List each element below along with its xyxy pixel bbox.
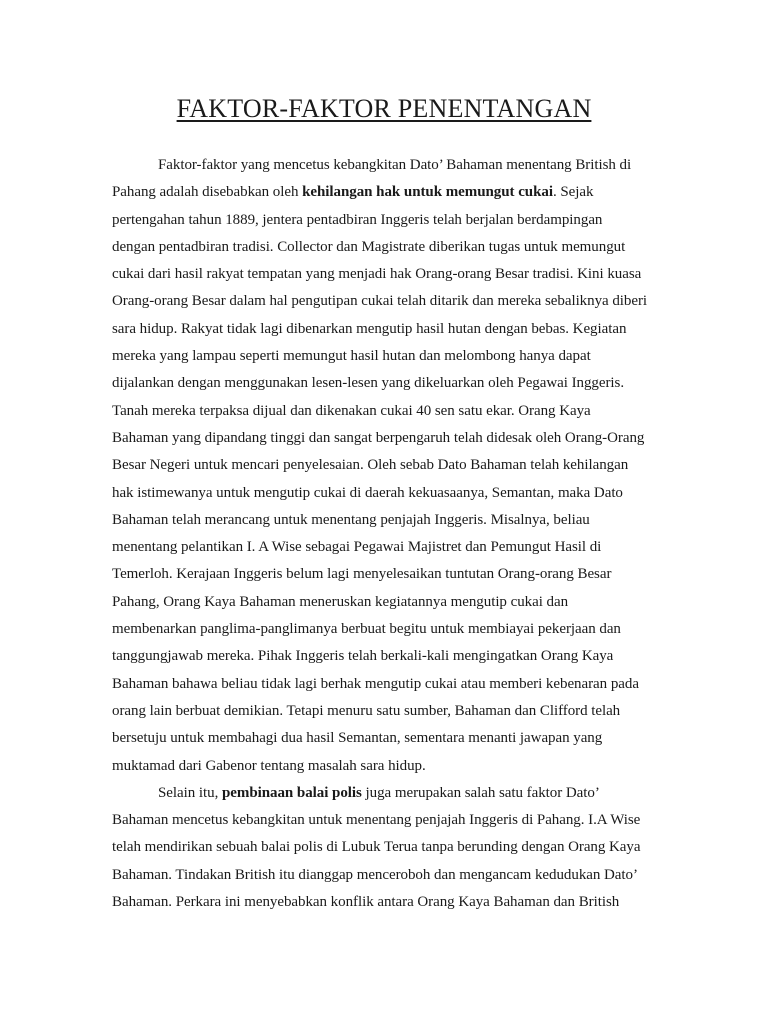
text-line: menentang pelantikan I. A Wise sebagai Pegawai Majistret dan Pemungut Hasil di [112, 539, 602, 556]
text-run: Selain itu, [158, 784, 222, 801]
text-line: bersetuju untuk membahagi dua hasil Semantan, sementara menanti jawapan yang [112, 730, 603, 747]
text-line: Besar Negeri untuk mencari penyelesaian. Oleh sebab Dato Bahaman telah kehilangan [112, 457, 629, 474]
text-line: Bahaman bahawa beliau tidak lagi berhak mengutip cukai atau memberi kebenaran pada [112, 675, 639, 692]
text-line: Pahang, Orang Kaya Bahaman meneruskan kegiatannya mengutip cukai dan [112, 593, 569, 610]
text-line: tanggungjawab mereka. Pihak Inggeris telah berkali-kali mengingatkan Orang Kaya [112, 648, 614, 665]
text-line: dengan pentadbiran tradisi. Collector dan Magistrate diberikan tugas untuk memungut [112, 238, 626, 255]
bold-phrase-kehilangan-hak: kehilangan hak untuk memungut cukai [302, 184, 553, 201]
text-line: Bahaman yang dipandang tinggi dan sangat berpengaruh telah didesak oleh Orang-Orang [112, 429, 645, 446]
text-line: Bahaman telah merancang untuk menentang penjajah Inggeris. Misalnya, beliau [112, 511, 590, 528]
text-line: cukai dari hasil rakyat tempatan yang menjadi hak Orang-orang Besar tradisi. Kini kuasa [112, 266, 642, 283]
text-line: Faktor-faktor yang mencetus kebangkitan Dato’ Bahaman menentang British di [158, 157, 632, 173]
text-line: membenarkan panglima-panglimanya berbuat begitu untuk membiayai pekerjaan dan [112, 621, 621, 638]
text-line: muktamad dari Gabenor tentang masalah sara hidup. [112, 757, 426, 774]
text-line: orang lain berbuat demikian. Tetapi menuru satu sumber, Bahaman dan Clifford telah [112, 702, 621, 719]
text-run: juga merupakan salah satu faktor Dato’ [361, 784, 600, 801]
text-line [112, 780, 672, 807]
bold-phrase-pembinaan-balai-polis: pembinaan balai polis [221, 784, 362, 801]
text-line: pertengahan tahun 1889, jentera pentadbiran Inggeris telah berjalan berdampingan [112, 211, 603, 228]
text-line: Bahaman. Tindakan British itu dianggap menceroboh dan mengancam kedudukan Dato’ [112, 866, 638, 883]
text-line: Bahaman. Perkara ini menyebabkan konflik antara Orang Kaya Bahaman dan British [112, 894, 620, 911]
text-line: sara hidup. Rakyat tidak lagi dibenarkan mengutip hasil hutan dengan bebas. Kegiatan [112, 320, 627, 337]
document-body [112, 152, 672, 916]
text-line: Tanah mereka terpaksa dijual dan dikenakan cukai 40 sen satu ekar. Orang Kaya [112, 402, 591, 419]
text-line: Bahaman mencetus kebangkitan untuk menentang penjajah Inggeris di Pahang. I.A Wise [112, 812, 641, 829]
text-run: . Sejak [552, 184, 594, 201]
text-line: mereka yang lampau seperti memungut hasil hutan dan melombong hanya dapat [112, 348, 591, 365]
text-line: Orang-orang Besar dalam hal pengutipan cukai telah ditarik dan mereka sebaliknya diberi [112, 293, 648, 310]
text-line: telah mendirikan sebuah balai polis di Lubuk Terua tanpa berunding dengan Orang Kaya [112, 839, 641, 856]
text-line: dijalankan dengan menggunakan lesen-lesen yang dikeluarkan oleh Pegawai Inggeris. [112, 375, 625, 392]
text-line: Temerloh. Kerajaan Inggeris belum lagi menyelesaikan tuntutan Orang-orang Besar [112, 566, 612, 583]
text-line: hak istimewanya untuk mengutip cukai di daerah kekuasaanya, Semantan, maka Dato [112, 484, 623, 501]
text-line [112, 179, 672, 206]
page-title: FAKTOR-FAKTOR PENENTANGAN [176, 94, 592, 123]
text-run: Pahang adalah disebabkan oleh [112, 184, 303, 201]
